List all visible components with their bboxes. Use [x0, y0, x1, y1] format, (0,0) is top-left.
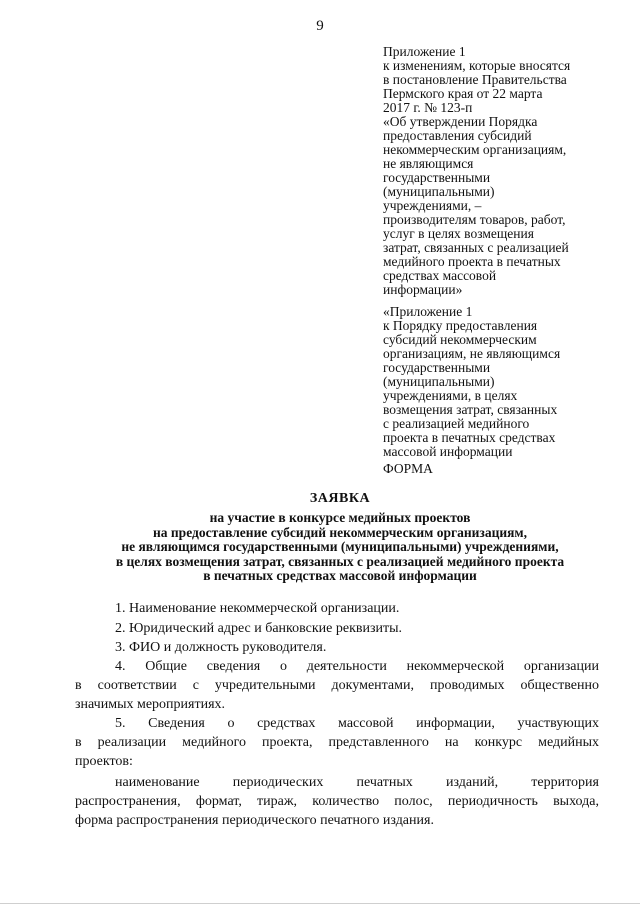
appendix-1-line: некоммерческим организациям, — [383, 142, 567, 157]
appendix-2-block — [383, 305, 611, 459]
appendix-1-line: (муниципальными) — [383, 184, 495, 199]
item-2-text: 2. Юридический адрес и банковские реквизиты. — [115, 621, 403, 636]
appendix-1-line: «Об утверждении Порядка — [383, 114, 538, 129]
appendix-1-line: государственными — [383, 170, 491, 185]
item-4-line: в соответствии с учредительными документами, проводимых общественно — [75, 678, 599, 693]
appendix-1-block — [383, 45, 611, 297]
appendix-1-line: услуг в целях возмещения — [383, 226, 534, 241]
item-6-line: наименование периодических печатных изданий, территория — [115, 775, 599, 790]
page-number: 9 — [316, 18, 324, 34]
item-6-line: распространения, формат, тираж, количество полос, периодичность выхода, — [75, 794, 599, 809]
list-item-4 — [75, 657, 599, 714]
subtitle-line: на участие в конкурсе медийных проектов — [209, 510, 471, 525]
page-bottom-rule — [0, 903, 640, 904]
item-6-line: форма распространения периодического печатного издания. — [75, 813, 434, 828]
appendix-1-line: 2017 г. № 123-п — [383, 100, 473, 115]
appendix-2-line: «Приложение 1 — [383, 304, 473, 319]
subtitle-line: в печатных средствах массовой информации — [203, 568, 477, 583]
appendix-2-line: к Порядку предоставления — [383, 318, 538, 333]
item-5-line: в реализации медийного проекта, представленного на конкурс медийных — [75, 735, 599, 750]
item-5-line: проектов: — [75, 754, 133, 769]
list-item-2 — [75, 619, 599, 638]
item-4-line: значимых мероприятиях. — [75, 697, 226, 712]
appendix-1-line: информации» — [383, 282, 463, 297]
appendix-1-line: медийного проекта в печатных — [383, 254, 561, 269]
appendix-2-line: учреждениями, в целях — [383, 388, 518, 403]
appendix-1-line: Пермского края от 22 марта — [383, 86, 543, 101]
subtitle-line: на предоставление субсидий некоммерческим организациям, — [153, 524, 527, 540]
appendix-2-line: массовой информации — [383, 444, 513, 459]
appendix-2-line: организациям, не являющимся — [383, 346, 561, 361]
list-item-6 — [75, 773, 599, 830]
subtitle-line: не являющимся государственными (муниципальными) учреждениями, — [121, 539, 559, 554]
appendix-2-line: проекта в печатных средствах — [383, 430, 556, 445]
appendix-2-line: субсидий некоммерческим — [383, 332, 537, 347]
appendix-1-line: средствах массовой — [383, 268, 497, 283]
appendix-2-line: (муниципальными) — [383, 374, 495, 389]
item-1-text: 1. Наименование некоммерческой организации. — [115, 601, 400, 616]
appendix-2-line: возмещения затрат, связанных — [383, 402, 558, 417]
appendix-1-line: предоставления субсидий — [383, 128, 532, 143]
item-3-text: 3. ФИО и должность руководителя. — [115, 640, 327, 655]
form-label: ФОРМА — [383, 461, 433, 476]
appendix-1-line: не являющимся — [383, 156, 474, 171]
list-item-3 — [75, 638, 599, 657]
appendix-1-line: в постановление Правительства — [383, 72, 567, 87]
appendix-2-line: с реализацией медийного — [383, 416, 530, 431]
subtitle-line: в целях возмещения затрат, связанных с реализацией медийного проекта — [115, 553, 565, 569]
list-item-1 — [75, 599, 599, 618]
appendix-1-line: к изменениям, которые вносятся — [383, 58, 571, 73]
document-subtitle — [0, 511, 640, 584]
appendix-1-line: затрат, связанных с реализацией — [383, 240, 569, 255]
appendix-1-line: Приложение 1 — [383, 44, 466, 59]
appendix-2-line: государственными — [383, 360, 491, 375]
item-4-line: 4. Общие сведения о деятельности некоммерческой организации — [115, 659, 599, 674]
appendix-1-line: производителям товаров, работ, — [383, 212, 566, 227]
document-title: ЗАЯВКА — [309, 491, 371, 506]
list-item-5 — [75, 714, 599, 771]
appendix-1-line: учреждениями, – — [383, 198, 482, 213]
item-5-line: 5. Сведения о средствах массовой информации, участвующих — [115, 716, 599, 731]
